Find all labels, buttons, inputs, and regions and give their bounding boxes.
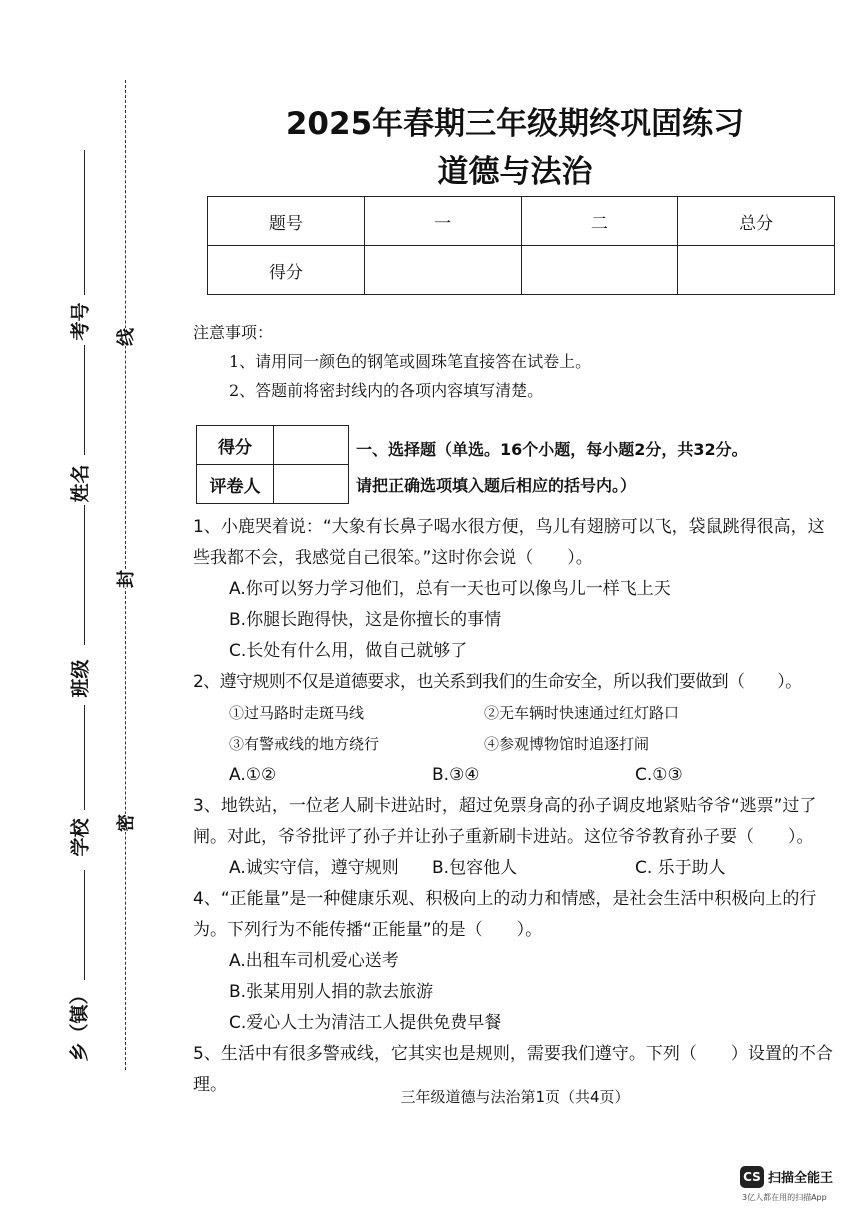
score-blank-cell[interactable] — [678, 246, 835, 295]
name-line — [84, 345, 85, 455]
question-2-statement: ②无车辆时快速通过红灯路口 — [484, 704, 680, 722]
question-4-option-b: B.张某用别人捐的款去旅游 — [229, 982, 434, 1002]
score-header-cell: 题号 — [208, 197, 365, 246]
question-2-option-c: C.①③ — [635, 765, 683, 785]
question-3-option-b: B.包容他人 — [432, 858, 518, 878]
question-2-statement: ④参观博物馆时追逐打闹 — [484, 735, 650, 753]
grader-score-blank[interactable] — [274, 426, 349, 465]
page-footer: 三年级道德与法治第1页（共4页） — [400, 1088, 630, 1106]
camscanner-logo-icon: CS — [740, 1166, 764, 1188]
score-header-cell: 一 — [364, 197, 521, 246]
question-4-option-a: A.出租车司机爱心送考 — [229, 951, 399, 971]
score-blank-cell[interactable] — [521, 246, 678, 295]
notes-item: 2、答题前将密封线内的各项内容填写清楚。 — [229, 381, 544, 400]
exam-no-line — [84, 150, 85, 295]
question-4-stem: 4、“正能量”是一种健康乐观、积极向上的动力和情感，是社会生活中积极向上的行为。下列行为不能传播“正能量”的是（ ）。 — [193, 889, 817, 940]
score-header-cell: 总分 — [678, 197, 835, 246]
exam-no-label: 考号 — [69, 302, 92, 341]
grader-box — [196, 425, 349, 504]
questions — [193, 512, 838, 1101]
question-2-statement: ①过马路时走斑马线 — [229, 704, 365, 722]
section-heading — [356, 432, 826, 504]
question-2-option-b: B.③④ — [432, 765, 480, 785]
question-2-option-a: A.①② — [229, 765, 277, 785]
score-header-cell: 二 — [521, 197, 678, 246]
question-2-stem: 2、遵守规则不仅是道德要求，也关系到我们的生命安全，所以我们要做到（ ）。 — [193, 672, 802, 692]
name-label: 姓名 — [69, 464, 92, 503]
question-1-option-c: C.长处有什么用，做自己就够了 — [229, 641, 468, 661]
class-label: 班级 — [69, 659, 92, 698]
grader-score-label: 得分 — [197, 426, 274, 465]
grader-name-blank[interactable] — [274, 465, 349, 504]
section-heading-line1: 一、选择题（单选。16个小题，每小题2分，共32分。 — [356, 440, 748, 459]
question-1-option-b: B.你腿长跑得快，这是你擅长的事情 — [229, 610, 502, 630]
town-line — [84, 870, 85, 980]
notes-heading: 注意事项： — [193, 323, 274, 342]
seal-line-char: 线 — [110, 328, 140, 346]
question-3-option-c: C. 乐于助人 — [635, 858, 726, 878]
watermark-name: 扫描全能王 — [768, 1171, 834, 1186]
town-label: 乡（镇） — [68, 985, 91, 1062]
notes-item: 1、请用同一颜色的钢笔或圆珠笔直接答在试卷上。 — [229, 352, 592, 371]
section-heading-line2: 请把正确选项填入题后相应的括号内。） — [356, 476, 637, 495]
question-3-stem: 3、地铁站，一位老人刷卡进站时，超过免票身高的孙子调皮地紧贴爷爷“逃票”过了闸。对此，爷爷批评了孙子并让孙子重新刷卡进站。这位爷爷教育孙子要（ ）。 — [193, 796, 817, 847]
score-table — [207, 196, 835, 295]
score-row-label: 得分 — [208, 246, 365, 295]
question-3-option-a: A.诚实守信，遵守规则 — [229, 858, 399, 878]
question-2-options — [193, 760, 838, 791]
exam-title: 2025年春期三年级期终巩固练习 — [285, 106, 745, 142]
question-2-statements-row — [193, 729, 838, 760]
question-2-statement: ③有警戒线的地方绕行 — [229, 735, 380, 753]
seal-feng-char: 封 — [110, 570, 140, 588]
watermark-subtitle: 3亿人都在用的扫描App — [742, 1193, 827, 1202]
score-blank-cell[interactable] — [364, 246, 521, 295]
school-line — [84, 705, 85, 810]
question-2-statements-row — [193, 698, 838, 729]
question-5-stem: 5、生活中有很多警戒线，它其实也是规则，需要我们遵守。下列（ ）设置的不合理。 — [193, 1044, 833, 1095]
seal-mi-char: 密 — [110, 814, 140, 832]
grader-name-label: 评卷人 — [197, 465, 274, 504]
question-1-option-a: A.你可以努力学习他们，总有一天也可以像鸟儿一样飞上天 — [229, 579, 671, 599]
class-line — [84, 505, 85, 645]
question-1-stem: 1、小鹿哭着说：“大象有长鼻子喝水很方便，鸟儿有翅膀可以飞，袋鼠跳得很高，这些我都不会，我感觉自己很笨。”这时你会说（ ）。 — [193, 517, 825, 568]
subject-title: 道德与法治 — [437, 154, 593, 190]
question-3-options — [193, 853, 838, 884]
question-4-option-c: C.爱心人士为清洁工人提供免费早餐 — [229, 1013, 502, 1033]
school-label: 学校 — [69, 818, 92, 857]
notes — [193, 318, 591, 405]
